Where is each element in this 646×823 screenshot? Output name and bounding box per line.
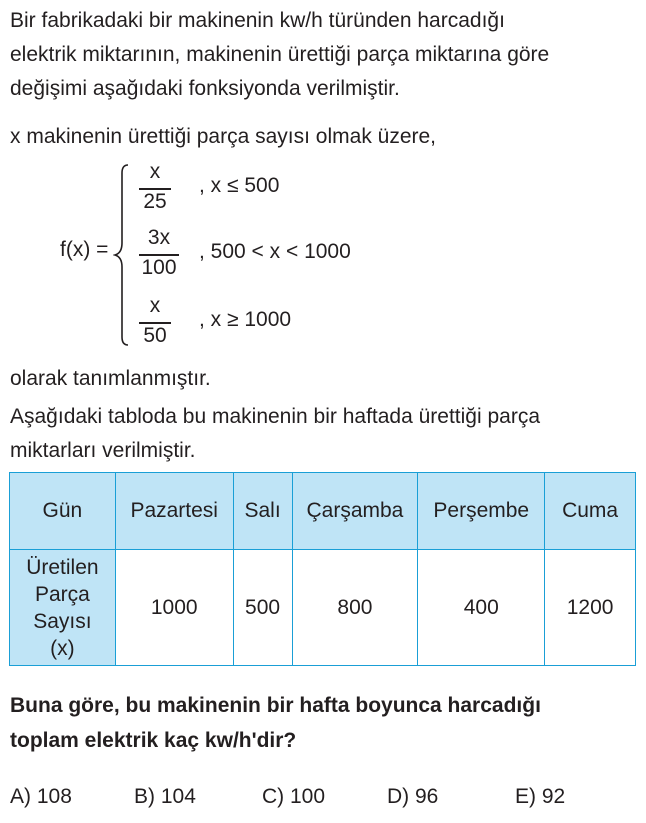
table-header-cell: Perşembe: [418, 473, 545, 550]
table-cell: 1000: [115, 550, 233, 666]
table-cell: 500: [233, 550, 292, 666]
defined-text: olarak tanımlanmıştır.: [10, 367, 211, 390]
intro-line: Bir fabrikadaki bir makinenin kw/h türünden harcadığı: [10, 9, 505, 32]
left-brace-icon: [113, 163, 131, 347]
case-condition: , 500 < x < 1000: [199, 240, 351, 263]
option-d[interactable]: D) 96: [387, 785, 439, 808]
case-condition: , x ≤ 500: [199, 174, 280, 197]
row-label-line: Üretilen: [26, 555, 99, 579]
x-definition: x makinenin ürettiği parça sayısı olmak üzere,: [10, 125, 437, 148]
option-e[interactable]: E) 92: [515, 785, 566, 808]
table-row-label: [10, 550, 116, 666]
table-header-cell: Cuma: [545, 473, 636, 550]
option-c[interactable]: C) 100: [262, 785, 326, 808]
question-line: toplam elektrik kaç kw/h'dir?: [10, 729, 297, 752]
function-label: f(x) =: [60, 238, 109, 261]
table-header-cell: Çarşamba: [292, 473, 418, 550]
numerator: x: [149, 294, 161, 317]
table-cell: 400: [418, 550, 545, 666]
table-cell: 800: [292, 550, 418, 666]
denominator: 50: [143, 324, 167, 347]
table-header-row: [10, 473, 636, 550]
question-line: Buna göre, bu makinenin bir hafta boyunca harcadığı: [10, 694, 541, 717]
denominator: 25: [143, 190, 167, 213]
option-b[interactable]: B) 104: [134, 785, 196, 808]
case-condition: , x ≥ 1000: [199, 308, 292, 331]
table-row: [10, 550, 636, 666]
option-a[interactable]: A) 108: [10, 785, 72, 808]
table-intro: [10, 400, 540, 468]
row-label-line: (x): [50, 636, 75, 660]
production-table: [9, 472, 636, 666]
intro-line: değişimi aşağıdaki fonksiyonda verilmiştir.: [10, 77, 400, 100]
row-label-line: Sayısı: [33, 609, 92, 633]
numerator: 3x: [147, 226, 171, 249]
table-header-cell: Gün: [10, 473, 116, 550]
table-intro-line: miktarları verilmiştir.: [10, 439, 196, 462]
denominator: 100: [141, 256, 177, 279]
table-header-cell: Pazartesi: [115, 473, 233, 550]
intro-paragraph: [10, 4, 549, 106]
numerator: x: [149, 160, 161, 183]
table-header-cell: Salı: [233, 473, 292, 550]
table-cell: 1200: [545, 550, 636, 666]
question-text: [10, 688, 541, 758]
row-label-line: Parça: [34, 582, 90, 606]
intro-line: elektrik miktarının, makinenin ürettiği parça miktarına göre: [10, 43, 550, 66]
table-intro-line: Aşağıdaki tabloda bu makinenin bir haftada ürettiği parça: [10, 405, 541, 428]
